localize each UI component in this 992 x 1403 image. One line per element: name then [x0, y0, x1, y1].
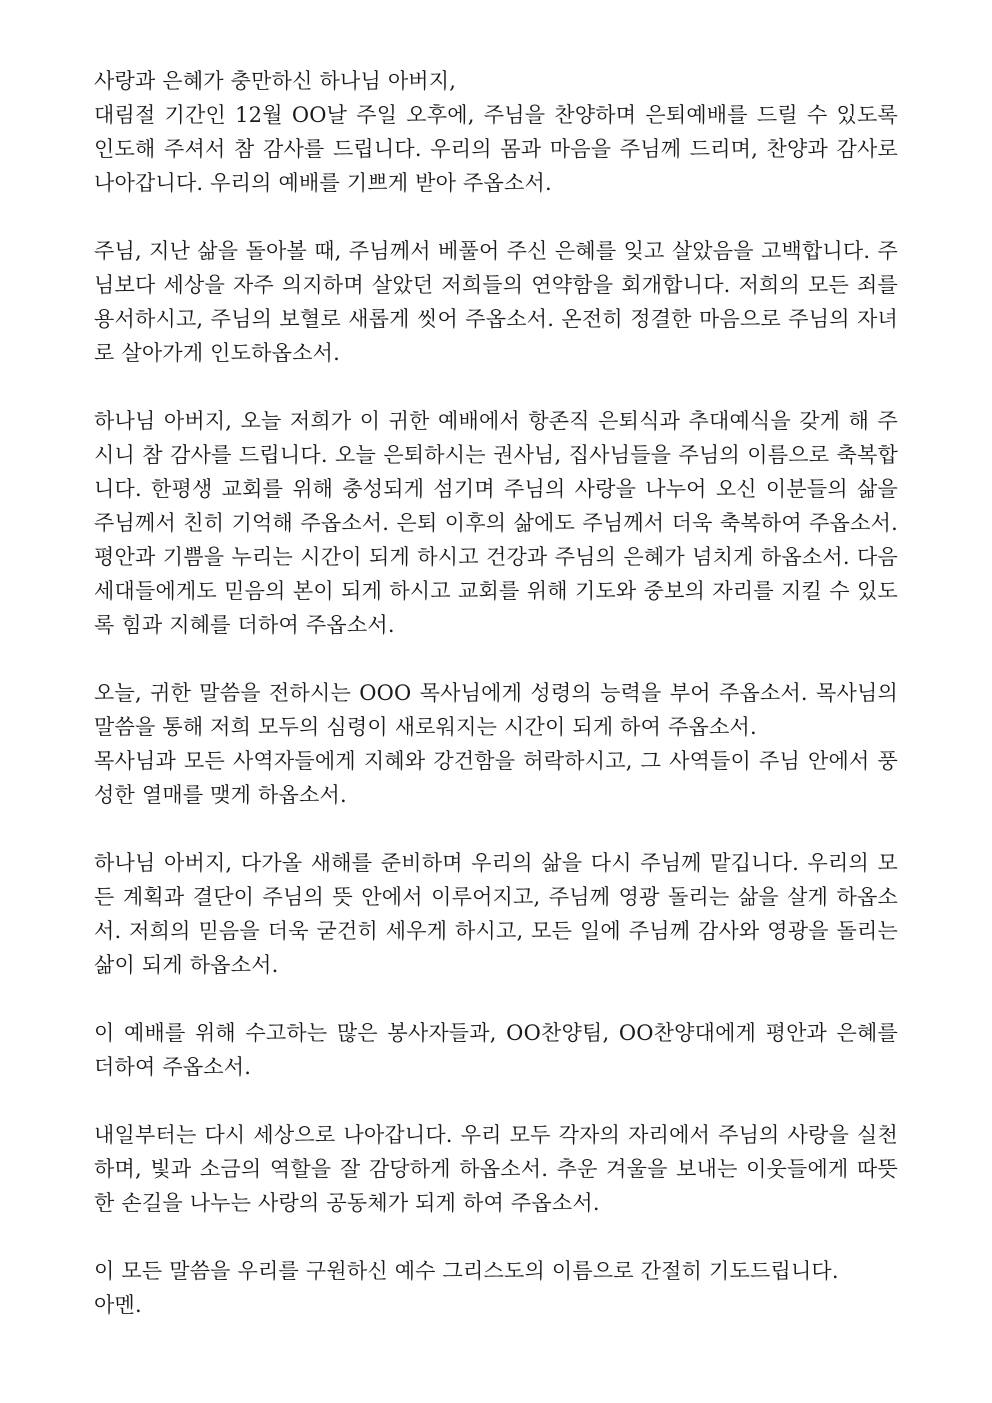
paragraph-pastor: 오늘, 귀한 말씀을 전하시는 OOO 목사님에게 성령의 능력을 부어 주옵소서. 목사님의 말씀을 통해 저희 모두의 심령이 새로워지는 시간이 되게 하여 주옵소서. 목사님과 모든 사역자들에게 지혜와 강건함을 허락하시고, 그 사역들이 주님 안에서 풍성한 열매를 맺게 하옵소서. [94, 681, 898, 807]
paragraph-volunteers: 이 예배를 위해 수고하는 많은 봉사자들과, OO찬양팀, OO찬양대에게 평안과 은혜를 더하여 주옵소서. [94, 1021, 898, 1079]
paragraph-closing: 이 모든 말씀을 우리를 구원하신 예수 그리스도의 이름으로 간절히 기도드립니다. 아멘. [94, 1259, 839, 1317]
document-body [94, 64, 898, 1322]
paragraph-new-year: 하나님 아버지, 다가올 새해를 준비하며 우리의 삶을 다시 주님께 맡깁니다. 우리의 모든 계획과 결단이 주님의 뜻 안에서 이루어지고, 주님께 영광 돌리는 삶을 살게 하옵소서. 저희의 믿음을 더욱 굳건히 세우게 하시고, 모든 일에 주님께 감사와 영광을 돌리는 삶이 되게 하옵소서. [94, 851, 898, 977]
paragraph-retirement-blessing: 하나님 아버지, 오늘 저희가 이 귀한 예배에서 항존직 은퇴식과 추대예식을 갖게 해 주시니 참 감사를 드립니다. 오늘 은퇴하시는 권사님, 집사님들을 주님의 이름으로 축복합니다. 한평생 교회를 위해 충성되게 섬기며 주님의 사랑을 나누어 오신 이분들의 삶을 주님께서 친히 기억해 주옵소서. 은퇴 이후의 삶에도 주님께서 더욱 축복하여 주옵소서. 평안과 기쁨을 누리는 시간이 되게 하시고 건강과 주님의 은혜가 넘치게 하옵소서. 다음 세대들에게도 믿음의 본이 되게 하시고 교회를 위해 기도와 중보의 자리를 지킬 수 있도록 힘과 지혜를 더하여 주옵소서. [94, 409, 898, 637]
paragraph-opening: 사랑과 은혜가 충만하신 하나님 아버지, 대림절 기간인 12월 OO날 주일 오후에, 주님을 찬양하며 은퇴예배를 드릴 수 있도록 인도해 주셔서 참 감사를 드립니다. 우리의 몸과 마음을 주님께 드리며, 찬양과 감사로 나아갑니다. 우리의 예배를 기쁘게 받아 주옵소서. [94, 69, 898, 195]
paragraph-confession: 주님, 지난 삶을 돌아볼 때, 주님께서 베풀어 주신 은혜를 잊고 살았음을 고백합니다. 주님보다 세상을 자주 의지하며 살았던 저희들의 연약함을 회개합니다. 저희의 모든 죄를 용서하시고, 주님의 보혈로 새롭게 씻어 주옵소서. 온전히 정결한 마음으로 주님의 자녀로 살아가게 인도하옵소서. [94, 239, 898, 365]
paragraph-mission: 내일부터는 다시 세상으로 나아갑니다. 우리 모두 각자의 자리에서 주님의 사랑을 실천하며, 빛과 소금의 역할을 잘 감당하게 하옵소서. 추운 겨울을 보내는 이웃들에게 따뜻한 손길을 나누는 사랑의 공동체가 되게 하여 주옵소서. [94, 1123, 898, 1215]
